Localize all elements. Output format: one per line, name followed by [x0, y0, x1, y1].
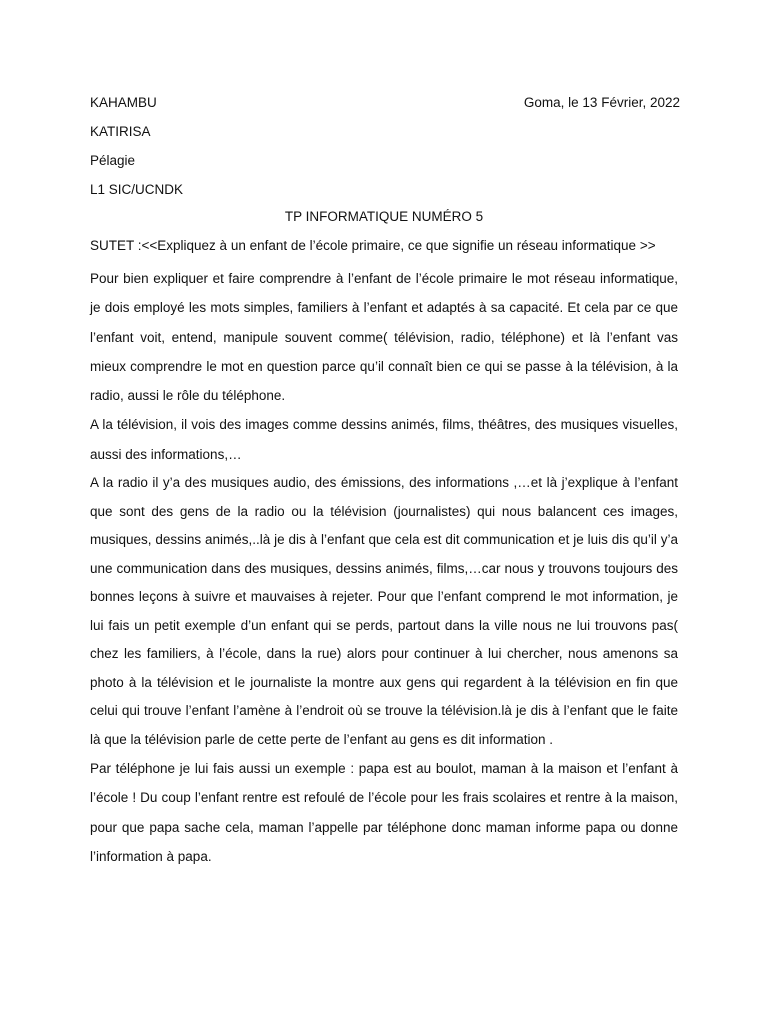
paragraph-television: A la télévision, il vois des images comme dessins animés, films, théâtres, des musiques visuelles, aussi des informations,… [90, 417, 678, 462]
document-body [90, 236, 678, 871]
document-header [90, 93, 680, 209]
subject-line: SUTET :<<Expliquez à un enfant de l’école primaire, ce que signifie un réseau informatique >> [90, 238, 656, 253]
author-name-line-3: Pélagie [90, 153, 136, 168]
author-name-line-1: KAHAMBU [90, 95, 157, 110]
class-line: L1 SIC/UCNDK [90, 182, 184, 197]
paragraph-radio: A la radio il y’a des musiques audio, des émissions, des informations ,…et là j’explique à l’enfant que sont des gens de la radio ou la télévision (journalistes) qui nous balancent ces images, musiques, dessins animés,..là je dis à l’enfant que cela est dit communication et je luis dis qu’il y’a une communication dans des musiques, dessins animés, films,…car nous y trouvons toujours des bonnes leçons à suivre et mauvaises à rejeter. Pour que l’enfant comprend le mot information, je lui fais un petit exemple d’un enfant qui se perds, partout dans la ville nous ne lui trouvons pas( chez les familiers, à l’école, dans la rue) alors pour continuer à lui chercher, nous amenons sa photo à la télévision et le journaliste la montre aux gens qui regardent à la télévision en fin que celui qui trouve l’enfant l’amène à l’endroit où se trouve la télévision.là je dis à l’enfant que le faite là que la télévision parle de cette perte de l’enfant au gens es dit information . [90, 475, 678, 747]
document-title: TP INFORMATIQUE NUMÉRO 5 [284, 209, 484, 224]
paragraph-telephone: Par téléphone je lui fais aussi un exemple : papa est au boulot, maman à la maison et l’enfant à l’école ! Du coup l’enfant rentre est refoulé de l’école pour les frais scolaires et rentre à la maison, pour que papa sache cela, maman l’appelle par téléphone donc maman informe papa ou donne l’information à papa. [90, 761, 678, 864]
paragraph-intro: Pour bien expliquer et faire comprendre à l’enfant de l’école primaire le mot réseau informatique, je dois employé les mots simples, familiers à l’enfant et adaptés à sa capacité. Et cela par ce que l’enfant voit, entend, manipule souvent comme( télévision, radio, téléphone) et là l’enfant vas mieux comprendre le mot en question parce qu’il connaît bien ce qui se passe à la télévision, à la radio, aussi le rôle du téléphone. [90, 271, 678, 404]
date-line: Goma, le 13 Février, 2022 [523, 95, 680, 110]
author-name-line-2: KATIRISA [90, 124, 151, 139]
